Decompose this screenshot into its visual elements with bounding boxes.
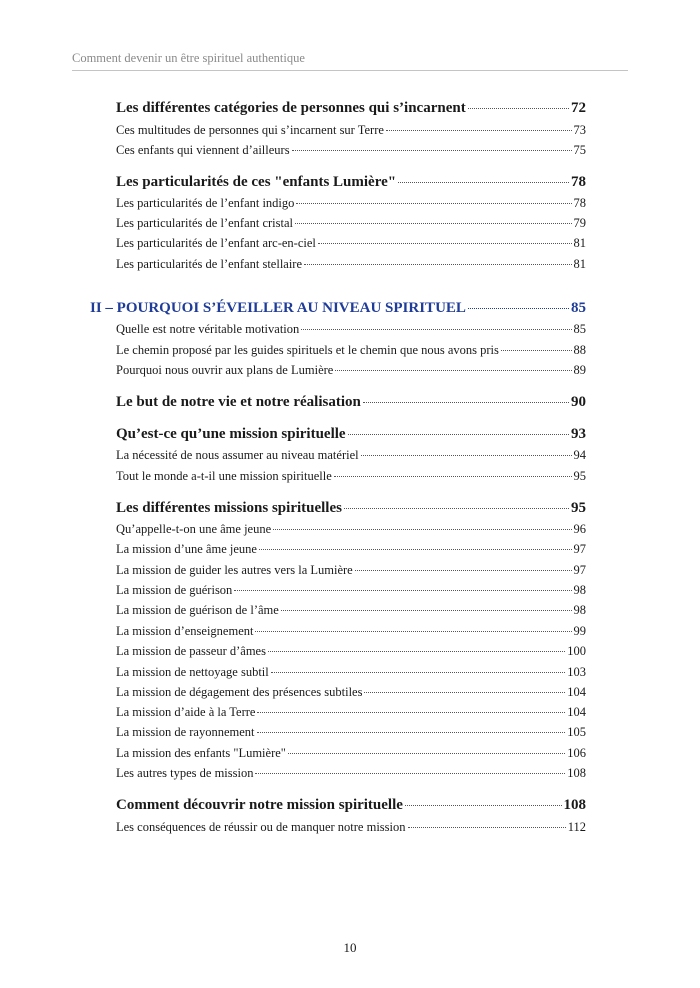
page-number: 10 bbox=[343, 940, 357, 955]
toc-entry-title: Les particularités de l’enfant arc-en-ciel bbox=[116, 236, 316, 250]
dot-leader bbox=[281, 610, 572, 611]
toc-sub-entry bbox=[116, 624, 586, 639]
dot-leader bbox=[296, 203, 571, 204]
toc-entry-page: 81 bbox=[573, 257, 586, 271]
dot-leader bbox=[398, 182, 569, 183]
dot-leader bbox=[255, 773, 565, 774]
toc-entry-title: La mission d’enseignement bbox=[116, 624, 254, 638]
toc-entry-title: Les différentes missions spirituelles bbox=[116, 500, 342, 516]
toc-entry-title: II – POURQUOI S’ÉVEILLER AU NIVEAU SPIRITUEL bbox=[90, 300, 466, 316]
toc-sub-entry bbox=[116, 257, 586, 272]
toc-sub-entry bbox=[116, 469, 586, 484]
toc-entry-page: 93 bbox=[571, 426, 586, 442]
dot-leader bbox=[408, 827, 566, 828]
toc-sub-entry bbox=[116, 820, 586, 835]
toc-part-entry bbox=[90, 300, 586, 317]
dot-leader bbox=[234, 590, 571, 591]
toc-section-entry bbox=[116, 500, 586, 517]
dot-leader bbox=[344, 508, 569, 509]
dot-leader bbox=[501, 350, 572, 351]
toc-entry-title: Les particularités de l’enfant indigo bbox=[116, 196, 295, 210]
toc-sub-entry bbox=[116, 665, 586, 680]
toc-entry-page: 108 bbox=[567, 766, 586, 780]
toc-section-entry bbox=[116, 426, 586, 443]
toc-sub-entry bbox=[116, 542, 586, 557]
toc-entry-page: 79 bbox=[573, 216, 586, 230]
toc-entry-page: 95 bbox=[573, 469, 586, 483]
toc-entry-title: La mission de guérison bbox=[116, 583, 233, 597]
dot-leader bbox=[355, 570, 572, 571]
toc-entry-title: Le chemin proposé par les guides spirituels et le chemin que nous avons pris bbox=[116, 343, 499, 357]
toc-entry-title: Le but de notre vie et notre réalisation bbox=[116, 394, 361, 410]
toc-sub-entry bbox=[116, 603, 586, 618]
dot-leader bbox=[318, 243, 572, 244]
toc-sub-entry bbox=[116, 563, 586, 578]
toc-sub-entry bbox=[116, 705, 586, 720]
toc-entry-title: Quelle est notre véritable motivation bbox=[116, 322, 300, 336]
dot-leader bbox=[468, 308, 569, 309]
toc-sub-entry bbox=[116, 236, 586, 251]
toc-entry-title: La mission de guérison de l’âme bbox=[116, 603, 279, 617]
toc-entry-page: 90 bbox=[571, 394, 586, 410]
toc-entry-page: 78 bbox=[573, 196, 586, 210]
toc-entry-title: Ces enfants qui viennent d’ailleurs bbox=[116, 143, 290, 157]
toc-entry-title: Qu’appelle-t-on une âme jeune bbox=[116, 522, 272, 536]
toc-entry-page: 85 bbox=[571, 300, 586, 316]
toc-entry-title: La mission de nettoyage subtil bbox=[116, 665, 269, 679]
toc-sub-entry bbox=[116, 143, 586, 158]
dot-leader bbox=[257, 712, 565, 713]
toc-entry-page: 98 bbox=[573, 603, 586, 617]
toc-entry-title: Qu’est-ce qu’une mission spirituelle bbox=[116, 426, 346, 442]
toc-entry-page: 98 bbox=[573, 583, 586, 597]
dot-leader bbox=[386, 130, 572, 131]
toc-section-entry bbox=[116, 394, 586, 411]
toc-sub-entry bbox=[116, 448, 586, 463]
toc-sub-entry bbox=[116, 583, 586, 598]
toc-section-entry bbox=[116, 100, 586, 117]
toc-entry-title: La mission de passeur d’âmes bbox=[116, 644, 266, 658]
toc-sub-entry bbox=[116, 766, 586, 781]
toc-sub-entry bbox=[116, 363, 586, 378]
toc-entry-page: 99 bbox=[573, 624, 586, 638]
toc-entry-page: 105 bbox=[567, 725, 586, 739]
toc-sub-entry bbox=[116, 522, 586, 537]
toc-entry-page: 89 bbox=[573, 363, 586, 377]
toc-entry-title: Tout le monde a-t-il une mission spirituelle bbox=[116, 469, 332, 483]
toc-entry-page: 72 bbox=[571, 100, 586, 116]
toc-entry-title: La mission d’une âme jeune bbox=[116, 542, 257, 556]
toc-entry-page: 88 bbox=[573, 343, 586, 357]
toc-sub-entry bbox=[116, 644, 586, 659]
dot-leader bbox=[335, 370, 571, 371]
dot-leader bbox=[364, 692, 565, 693]
dot-leader bbox=[348, 434, 569, 435]
dot-leader bbox=[268, 651, 565, 652]
toc-entry-title: Les autres types de mission bbox=[116, 766, 254, 780]
toc-entry-title: La mission d’aide à la Terre bbox=[116, 705, 256, 719]
toc-entry-page: 104 bbox=[567, 705, 586, 719]
toc-entry-page: 78 bbox=[571, 174, 586, 190]
toc-entry-title: Les différentes catégories de personnes qui s’incarnent bbox=[116, 100, 466, 116]
toc-entry-page: 96 bbox=[573, 522, 586, 536]
toc-section-entry bbox=[116, 797, 586, 814]
toc-entry-title: Les particularités de l’enfant cristal bbox=[116, 216, 294, 230]
toc-entry-title: La mission de rayonnement bbox=[116, 725, 255, 739]
dot-leader bbox=[288, 753, 565, 754]
toc-section-entry bbox=[116, 174, 586, 191]
toc-entry-title: Comment découvrir notre mission spirituelle bbox=[116, 797, 403, 813]
toc-entry-page: 94 bbox=[573, 448, 586, 462]
toc-sub-entry bbox=[116, 746, 586, 761]
toc-entry-title: Les particularités de l’enfant stellaire bbox=[116, 257, 303, 271]
toc-entry-title: La nécessité de nous assumer au niveau matériel bbox=[116, 448, 359, 462]
dot-leader bbox=[255, 631, 571, 632]
dot-leader bbox=[259, 549, 572, 550]
dot-leader bbox=[468, 108, 569, 109]
dot-leader bbox=[301, 329, 571, 330]
toc-entry-page: 103 bbox=[567, 665, 586, 679]
toc-entry-page: 95 bbox=[571, 500, 586, 516]
toc-entry-page: 104 bbox=[567, 685, 586, 699]
toc-sub-entry bbox=[116, 196, 586, 211]
toc-entry-title: La mission de dégagement des présences subtiles bbox=[116, 685, 363, 699]
dot-leader bbox=[273, 529, 571, 530]
toc-entry-title: Ces multitudes de personnes qui s’incarnent sur Terre bbox=[116, 123, 384, 137]
toc-entry-page: 81 bbox=[573, 236, 586, 250]
dot-leader bbox=[295, 223, 571, 224]
toc-entry-page: 73 bbox=[573, 123, 586, 137]
toc-sub-entry bbox=[116, 216, 586, 231]
toc-sub-entry bbox=[116, 343, 586, 358]
toc-entry-page: 85 bbox=[573, 322, 586, 336]
toc-sub-entry bbox=[116, 685, 586, 700]
toc-entry-page: 112 bbox=[567, 820, 586, 834]
dot-leader bbox=[304, 264, 571, 265]
toc-entry-title: Les conséquences de réussir ou de manquer notre mission bbox=[116, 820, 406, 834]
dot-leader bbox=[363, 402, 569, 403]
toc-entry-page: 106 bbox=[567, 746, 586, 760]
toc-entry-page: 97 bbox=[573, 542, 586, 556]
toc-entry-page: 100 bbox=[567, 644, 586, 658]
toc-entry-title: La mission de guider les autres vers la Lumière bbox=[116, 563, 353, 577]
toc-entry-page: 75 bbox=[573, 143, 586, 157]
toc-sub-entry bbox=[116, 322, 586, 337]
toc-sub-entry bbox=[116, 123, 586, 138]
toc-entry-page: 108 bbox=[563, 797, 586, 813]
toc-entry-title: La mission des enfants "Lumière" bbox=[116, 746, 286, 760]
dot-leader bbox=[361, 455, 572, 456]
toc-entry-title: Pourquoi nous ouvrir aux plans de Lumière bbox=[116, 363, 334, 377]
toc-entry-title: Les particularités de ces "enfants Lumière" bbox=[116, 174, 397, 190]
dot-leader bbox=[271, 672, 565, 673]
dot-leader bbox=[405, 805, 562, 806]
dot-leader bbox=[334, 476, 572, 477]
header-divider bbox=[72, 70, 628, 71]
dot-leader bbox=[292, 150, 572, 151]
toc-sub-entry bbox=[116, 725, 586, 740]
running-header: Comment devenir un être spirituel authentique bbox=[72, 51, 305, 65]
dot-leader bbox=[257, 732, 566, 733]
toc-entry-page: 97 bbox=[573, 563, 586, 577]
